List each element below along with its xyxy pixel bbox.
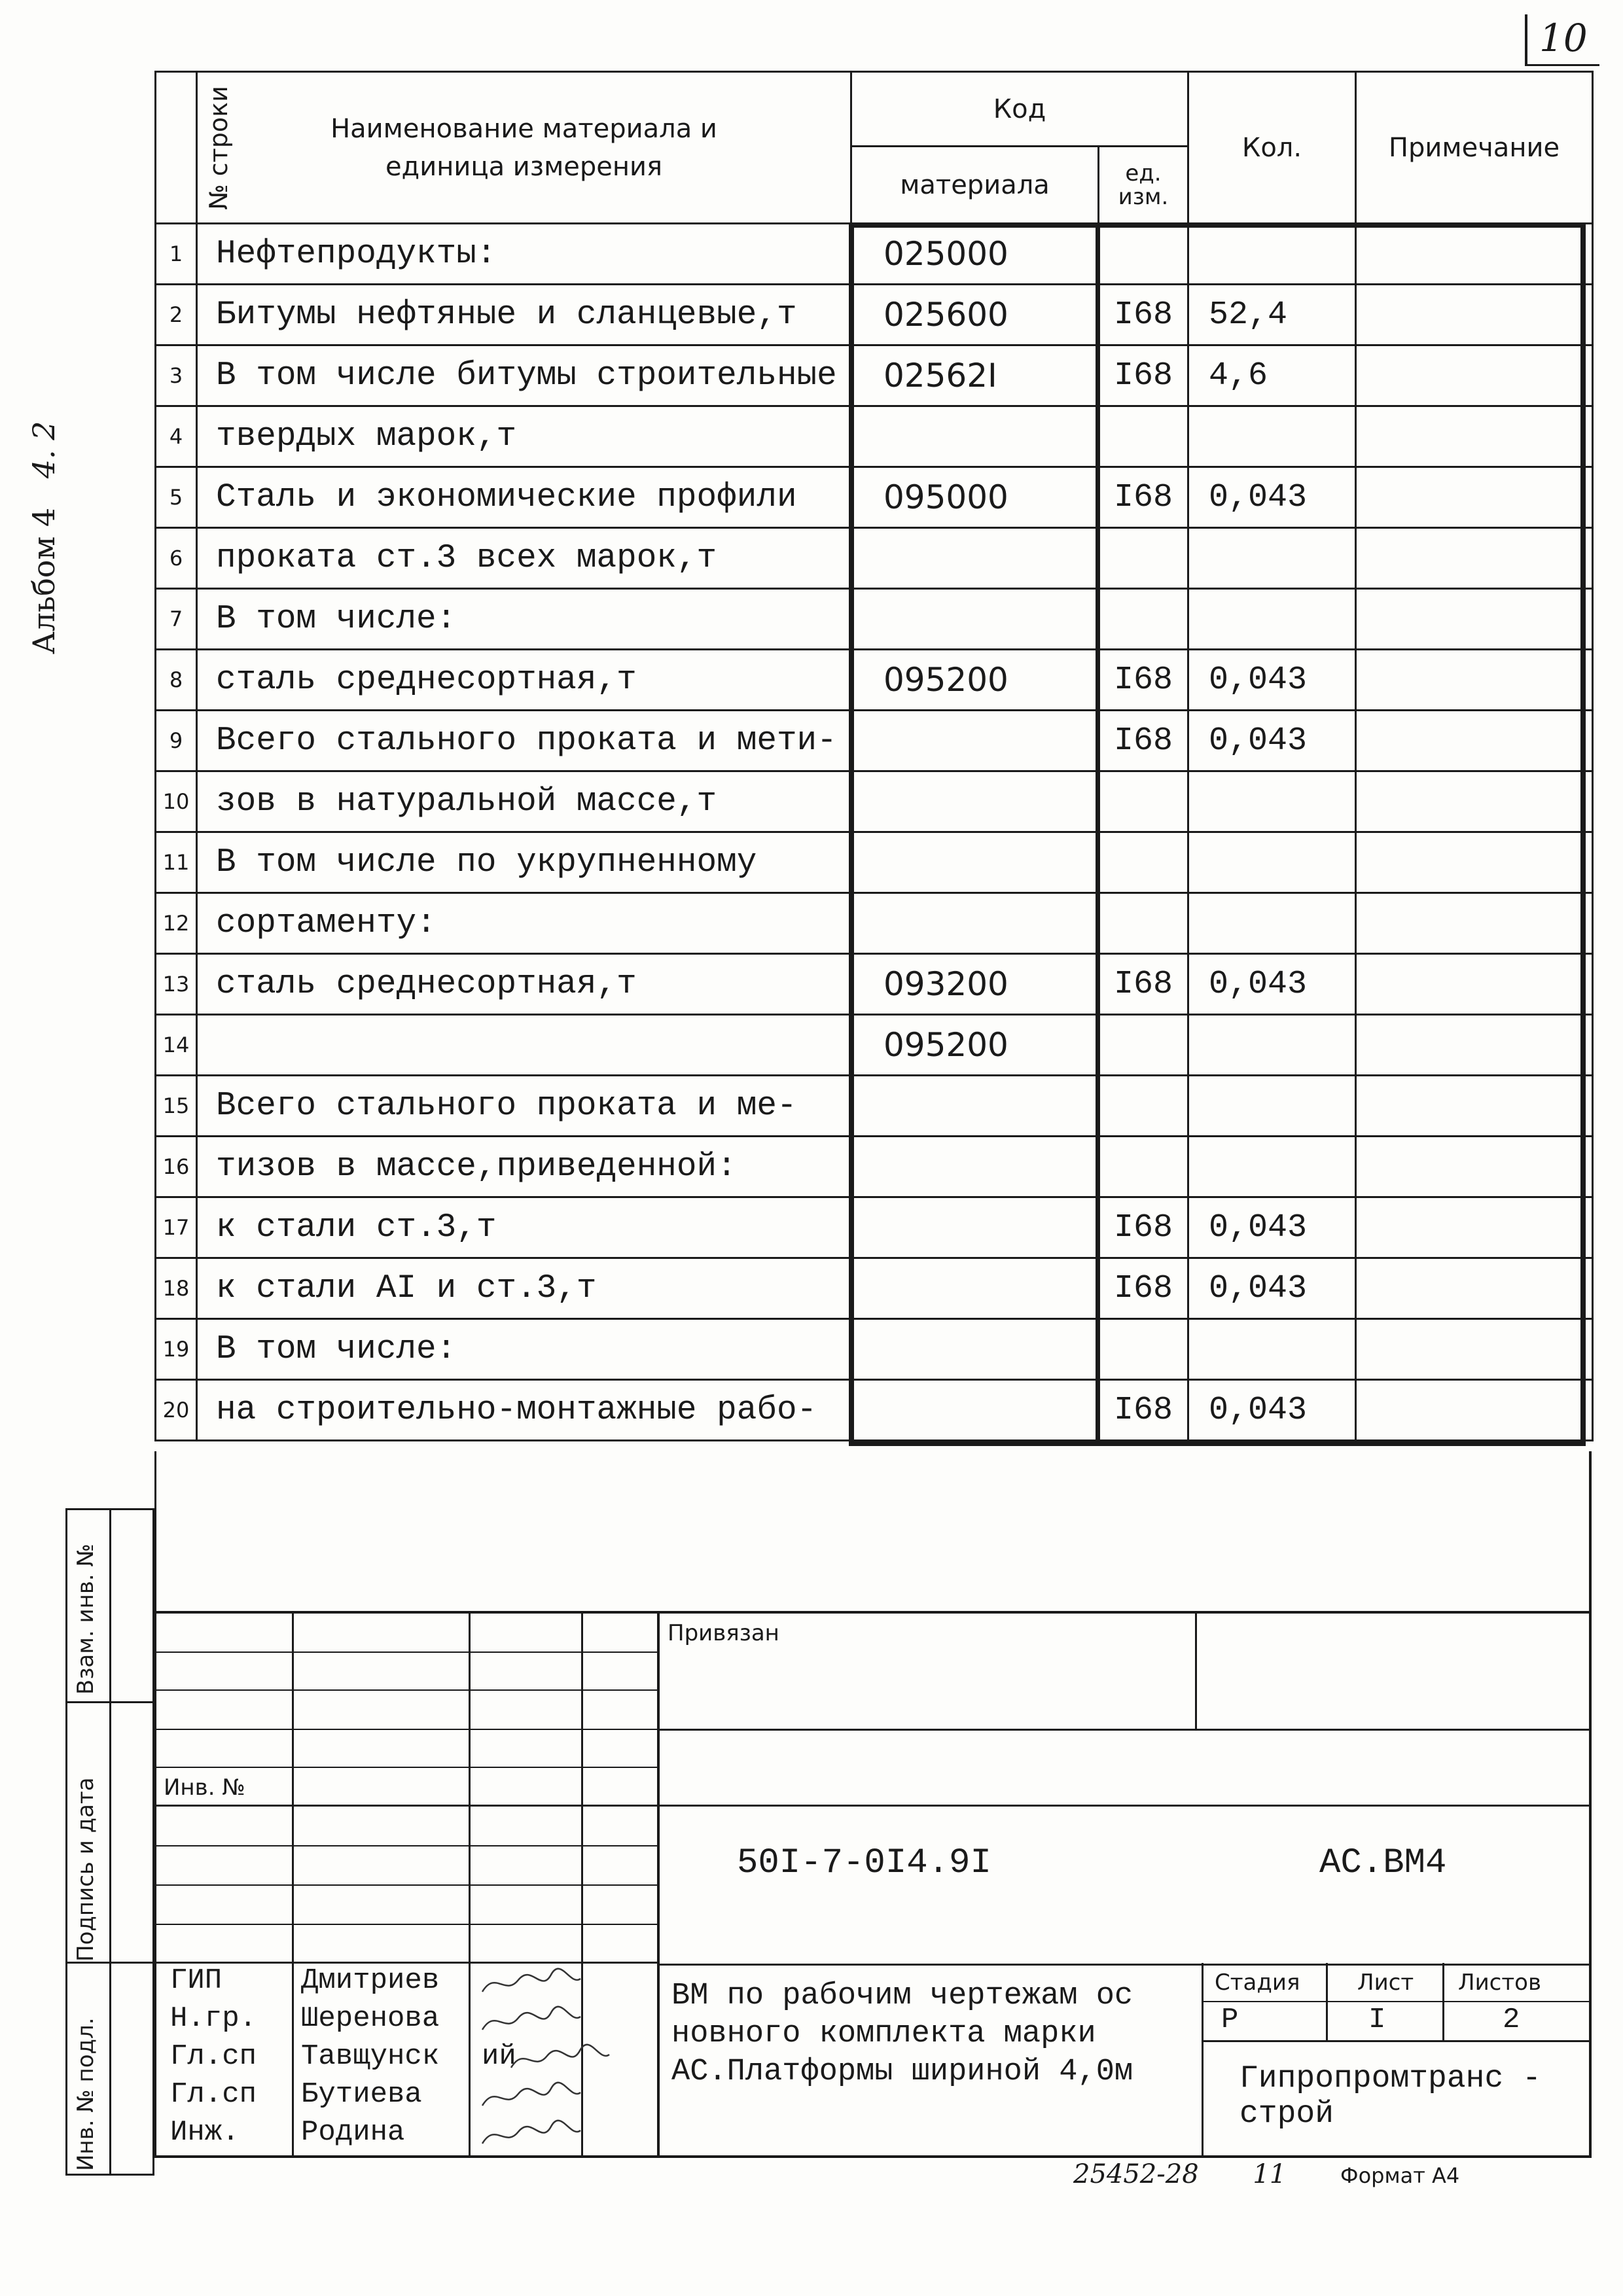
table-row (156, 1319, 1593, 1380)
material-name: Сталь и экономические профили (197, 467, 851, 528)
material-code (851, 528, 1099, 589)
code-unit-header-line2: изм. (1118, 183, 1169, 210)
sign-date-label (73, 1777, 99, 1962)
table-row (156, 528, 1593, 589)
material-name: сталь среднесортная,т (197, 954, 851, 1015)
signer-name: Бутиева (301, 2078, 422, 2111)
unit-code: I68 (1099, 345, 1188, 406)
album-label-text: Альбом 4 (26, 507, 62, 654)
row-number-header (156, 72, 233, 224)
material-name: сталь среднесортная,т (197, 650, 851, 711)
material-code (851, 893, 1099, 954)
doc-title (671, 1977, 1188, 2091)
material-name: В том числе по укрупненному (197, 832, 851, 893)
note-cell (1356, 954, 1593, 1015)
signer-role: Н.гр. (170, 2002, 257, 2035)
note-cell (1356, 832, 1593, 893)
privyazan-divider (1195, 1611, 1197, 1729)
footer (1073, 2159, 1584, 2192)
material-name-header-line2: единица измерения (385, 151, 663, 182)
rev-hline-2 (154, 1689, 657, 1691)
table-row (156, 1197, 1593, 1258)
material-name: тизов в массе,приведенной: (197, 1137, 851, 1197)
row-number: 12 (156, 893, 197, 954)
signer-name: Тавщунск (301, 2040, 440, 2073)
sheet-value: I (1368, 2004, 1386, 2036)
material-code (851, 1197, 1099, 1258)
quantity (1188, 832, 1356, 893)
quantity (1188, 224, 1356, 285)
stage-hline-1 (1202, 2001, 1592, 2002)
table-row (156, 1258, 1593, 1319)
title-block-bottom-line (154, 2155, 1592, 2158)
material-name (197, 1015, 851, 1076)
rev-hline-9 (154, 1962, 657, 1964)
rev-hline-4 (154, 1767, 657, 1768)
signature-text: ий (482, 2040, 516, 2073)
table-row (156, 1076, 1593, 1137)
material-code: 025600 (851, 285, 1099, 345)
unit-code: I68 (1099, 467, 1188, 528)
quantity: 0,043 (1188, 467, 1356, 528)
album-label (26, 421, 79, 654)
code-unit-divider (1096, 222, 1100, 1446)
quantity: 0,043 (1188, 1380, 1356, 1441)
table-row (156, 893, 1593, 954)
note-cell (1356, 1380, 1593, 1441)
stage-block (1202, 1963, 1592, 2158)
row-number: 8 (156, 650, 197, 711)
material-code (851, 1380, 1099, 1441)
table-row (156, 832, 1593, 893)
note-cell (1356, 1015, 1593, 1076)
privyazan-box (658, 1611, 1592, 1731)
replace-inv-text: Взам. инв. № (73, 1544, 99, 1695)
material-name: зов в натуральной массе,т (197, 771, 851, 832)
material-code: 095200 (851, 650, 1099, 711)
row-number-header-text: № строки (204, 85, 233, 210)
table-row (156, 285, 1593, 345)
row-number: 5 (156, 467, 197, 528)
material-name: на строительно-монтажные рабо- (197, 1380, 851, 1441)
rev-hline-3 (154, 1729, 657, 1730)
format-label: Формат А4 (1340, 2163, 1460, 2188)
row-number: 9 (156, 711, 197, 771)
row-number: 7 (156, 589, 197, 650)
code-unit-header-line1: ед. (1125, 160, 1162, 186)
material-code (851, 1319, 1099, 1380)
quantity (1188, 589, 1356, 650)
row-number: 18 (156, 1258, 197, 1319)
note-cell (1356, 1137, 1593, 1197)
quantity (1188, 1137, 1356, 1197)
replace-inv-label (73, 1544, 99, 1695)
row-number: 20 (156, 1380, 197, 1441)
table-row (156, 406, 1593, 467)
side-stamp-vline (109, 1510, 111, 2174)
code-header: Код (851, 72, 1188, 147)
sheets-label: Листов (1458, 1969, 1542, 1996)
doc-mark: АС.ВМ4 (1319, 1843, 1447, 1883)
signer-name: Шеренова (301, 2002, 440, 2035)
note-cell (1356, 1319, 1593, 1380)
material-name: к стали AI и ст.3,т (197, 1258, 851, 1319)
table-row (156, 224, 1593, 285)
unit-code (1099, 771, 1188, 832)
row-number: 14 (156, 1015, 197, 1076)
quantity: 0,043 (1188, 650, 1356, 711)
stage-label: Стадия (1215, 1969, 1300, 1996)
stage-value: Р (1221, 2004, 1239, 2036)
material-code (851, 589, 1099, 650)
signer-name: Родина (301, 2116, 405, 2149)
unit-code (1099, 589, 1188, 650)
material-name: Всего стального проката и мети- (197, 711, 851, 771)
quantity (1188, 771, 1356, 832)
unit-code (1099, 528, 1188, 589)
row-number: 15 (156, 1076, 197, 1137)
unit-code (1099, 1137, 1188, 1197)
note-cell (1356, 1076, 1593, 1137)
doc-title-line1: ВМ по рабочим чертежам ос (671, 1979, 1133, 2013)
quantity (1188, 406, 1356, 467)
copy-number: 11 (1253, 2159, 1287, 2189)
rev-hline-1 (154, 1651, 657, 1653)
note-cell (1356, 285, 1593, 345)
quantity: 0,043 (1188, 711, 1356, 771)
rev-hline-5 (154, 1805, 657, 1807)
doc-title-line2: новного комплекта марки (671, 2017, 1096, 2051)
quantity: 0,043 (1188, 1258, 1356, 1319)
order-number: 25452-28 (1073, 2159, 1199, 2189)
quantity (1188, 528, 1356, 589)
signer-name: Дмитриев (301, 1964, 440, 1997)
signer-role: Инж. (170, 2116, 240, 2149)
sheet-label: Лист (1357, 1969, 1414, 1996)
row-number: 17 (156, 1197, 197, 1258)
material-code (851, 1137, 1099, 1197)
unit-code (1099, 1076, 1188, 1137)
material-code (851, 1258, 1099, 1319)
material-code: 095200 (851, 1015, 1099, 1076)
doc-code: 50I-7-0I4.9I (737, 1843, 991, 1883)
table-row (156, 954, 1593, 1015)
quantity: 52,4 (1188, 285, 1356, 345)
org-name-line1: Гипропромтранс - (1240, 2061, 1541, 2096)
quantity: 0,043 (1188, 1197, 1356, 1258)
stage-hline-2 (1202, 2040, 1592, 2042)
row-number: 1 (156, 224, 197, 285)
unit-code (1099, 1015, 1188, 1076)
note-cell (1356, 650, 1593, 711)
inv-orig-label (73, 2017, 99, 2171)
note-cell (1356, 345, 1593, 406)
row-number: 19 (156, 1319, 197, 1380)
signature-scribble (479, 2005, 584, 2038)
note-cell (1356, 893, 1593, 954)
note-header: Примечание (1356, 72, 1593, 224)
unit-code (1099, 224, 1188, 285)
material-code (851, 771, 1099, 832)
unit-code (1099, 1319, 1188, 1380)
quantity (1188, 1015, 1356, 1076)
table-row (156, 711, 1593, 771)
note-cell (1356, 589, 1593, 650)
row-number: 11 (156, 832, 197, 893)
material-code: 093200 (851, 954, 1099, 1015)
rev-hline-8 (154, 1924, 657, 1925)
material-name: проката ст.3 всех марок,т (197, 528, 851, 589)
material-name-header-line1: Наименование материала и (330, 113, 717, 144)
row-number: 4 (156, 406, 197, 467)
signature-scribble (479, 1967, 584, 2000)
code-unit-header (1099, 147, 1188, 224)
unit-code: I68 (1099, 285, 1188, 345)
signer-role: ГИП (170, 1964, 223, 1997)
privyazan-label: Привязан (668, 1620, 779, 1646)
row-number: 13 (156, 954, 197, 1015)
org-name (1240, 2061, 1541, 2132)
material-name: Всего стального проката и ме- (197, 1076, 851, 1137)
unit-code: I68 (1099, 1380, 1188, 1441)
table-row (156, 345, 1593, 406)
rev-hline-7 (154, 1884, 657, 1886)
org-name-line2: строй (1240, 2096, 1334, 2132)
quantity: 0,043 (1188, 954, 1356, 1015)
signature-scribble (508, 2043, 613, 2075)
note-cell (1356, 1258, 1593, 1319)
quantity (1188, 893, 1356, 954)
material-table (154, 71, 1594, 1441)
material-name: Битумы нефтяные и сланцевые,т (197, 285, 851, 345)
note-cell (1356, 711, 1593, 771)
quantity (1188, 1319, 1356, 1380)
sheets-value: 2 (1503, 2004, 1520, 2036)
sheet-number-box (1525, 14, 1599, 66)
row-number: 10 (156, 771, 197, 832)
note-cell (1356, 467, 1593, 528)
row-number: 6 (156, 528, 197, 589)
unit-code: I68 (1099, 1258, 1188, 1319)
note-cell (1356, 406, 1593, 467)
note-cell (1356, 1197, 1593, 1258)
doc-title-line3: АС.Платформы шириной 4,0м (671, 2055, 1133, 2089)
material-name: Нефтепродукты: (197, 224, 851, 285)
material-code: 025000 (851, 224, 1099, 285)
quantity: 4,6 (1188, 345, 1356, 406)
material-code: 02562I (851, 345, 1099, 406)
table-row (156, 771, 1593, 832)
unit-code (1099, 832, 1188, 893)
stage-vline-left (1202, 1963, 1204, 2158)
table-row (156, 650, 1593, 711)
inv-orig-text: Инв. № подл. (73, 2017, 99, 2171)
signature-scribble (479, 2119, 584, 2151)
material-code (851, 711, 1099, 771)
signer-role: Гл.сп (170, 2078, 257, 2111)
material-name-header (197, 72, 851, 224)
code-material-header: материала (851, 147, 1099, 224)
table-row (156, 589, 1593, 650)
quantity (1188, 1076, 1356, 1137)
note-cell (1356, 528, 1593, 589)
material-name: В том числе: (197, 589, 851, 650)
material-code (851, 406, 1099, 467)
row-number: 2 (156, 285, 197, 345)
title-block (154, 1611, 1592, 2158)
unit-code (1099, 406, 1188, 467)
material-name: В том числе битумы строительные (197, 345, 851, 406)
row-number: 3 (156, 345, 197, 406)
table-row (156, 467, 1593, 528)
table-row (156, 1015, 1593, 1076)
inv-no-label: Инв. № (164, 1775, 245, 1801)
material-name: сортаменту: (197, 893, 851, 954)
table-row (156, 1137, 1593, 1197)
signers-list (154, 1964, 657, 2158)
material-name: В том числе: (197, 1319, 851, 1380)
unit-code (1099, 893, 1188, 954)
material-name: к стали ст.3,т (197, 1197, 851, 1258)
row-number: 16 (156, 1137, 197, 1197)
signer-role: Гл.сп (170, 2040, 257, 2073)
sheet-number: 10 (1539, 16, 1588, 60)
material-code: 095000 (851, 467, 1099, 528)
material-code (851, 1076, 1099, 1137)
doc-code-row (658, 1805, 1592, 1966)
material-code (851, 832, 1099, 893)
table-row (156, 1380, 1593, 1441)
rev-hline-6 (154, 1845, 657, 1846)
material-name: твердых марок,т (197, 406, 851, 467)
note-cell (1356, 224, 1593, 285)
unit-code: I68 (1099, 711, 1188, 771)
album-handwritten: 4. 2 (26, 421, 62, 479)
signature-scribble (479, 2081, 584, 2113)
sign-date-text: Подпись и дата (73, 1777, 99, 1962)
unit-code: I68 (1099, 650, 1188, 711)
quantity-header: Кол. (1188, 72, 1356, 224)
unit-code: I68 (1099, 954, 1188, 1015)
side-stamp (65, 1508, 154, 2176)
unit-code: I68 (1099, 1197, 1188, 1258)
note-cell (1356, 771, 1593, 832)
material-table-body (156, 224, 1593, 1441)
